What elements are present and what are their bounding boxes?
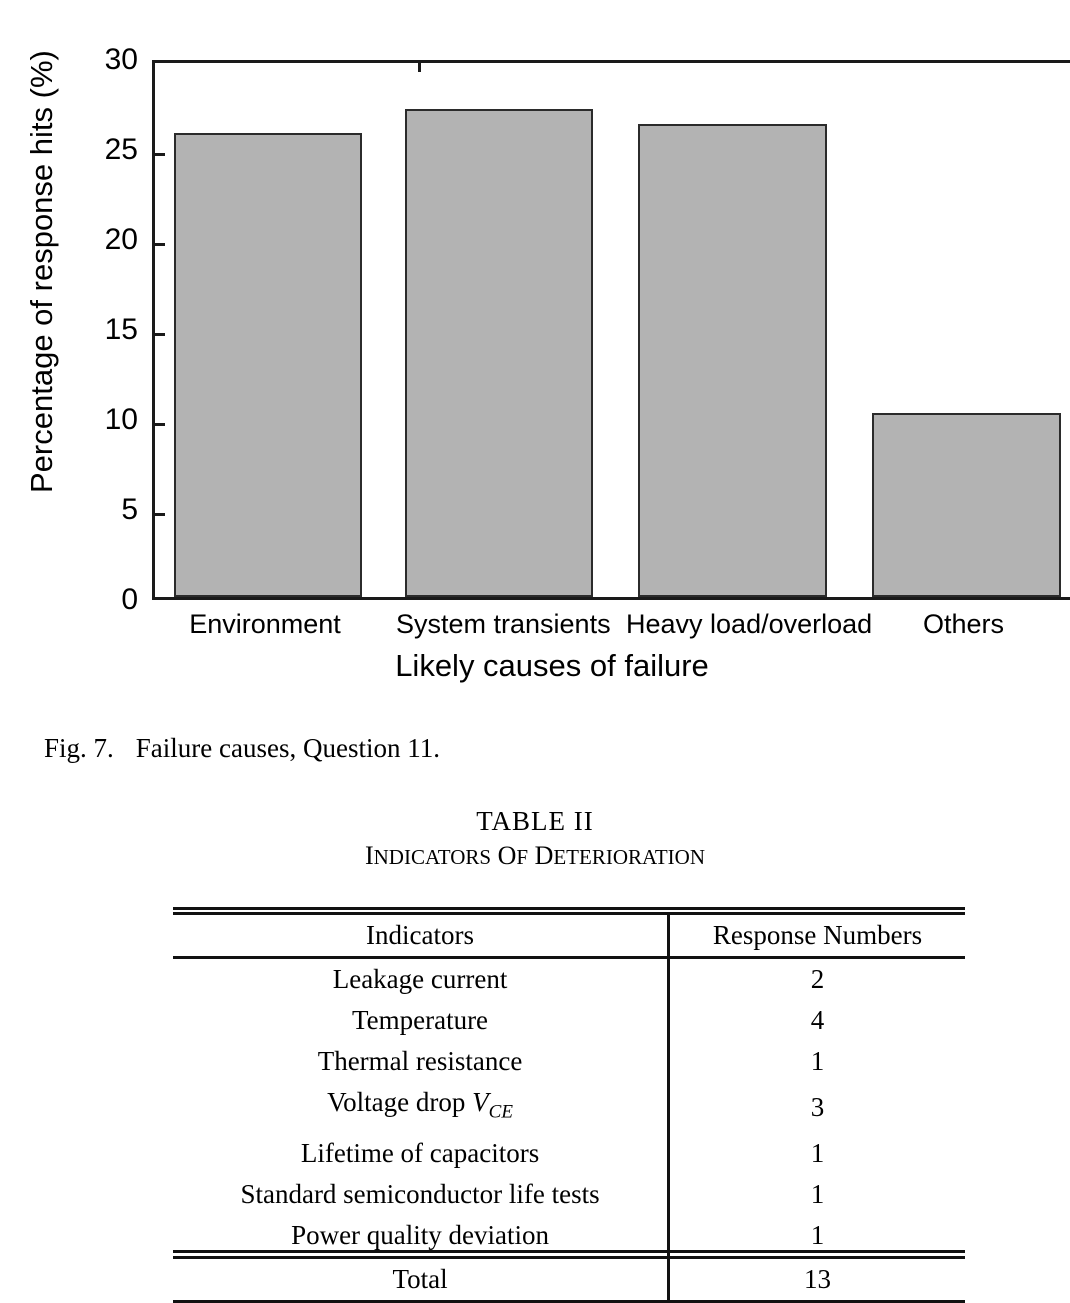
y-tick-label-15: 15 xyxy=(104,313,138,346)
table-row xyxy=(173,1000,965,1041)
caption-o: O xyxy=(497,841,517,870)
cell-indicator-text: Voltage drop xyxy=(327,1087,473,1117)
y-tick-10 xyxy=(155,423,165,426)
y-tick-20 xyxy=(155,243,165,246)
caption-eterioration: ETERIORATION xyxy=(553,845,706,869)
cell-count: 1 xyxy=(669,1041,965,1082)
symbol-ce-subscript: CE xyxy=(488,1101,513,1123)
y-axis-title: Percentage of response hits (%) xyxy=(24,50,59,493)
table-row xyxy=(173,1133,965,1174)
indicators-table xyxy=(173,912,965,1303)
x-category-label-environment: Environment xyxy=(189,609,341,639)
indicators-table-wrapper xyxy=(173,912,965,1303)
cell-count: 1 xyxy=(669,1215,965,1258)
y-tick-label-5: 5 xyxy=(121,493,138,526)
y-tick-label-25: 25 xyxy=(104,133,138,166)
cell-count: 3 xyxy=(669,1082,965,1133)
column-header-response-numbers: Response Numbers xyxy=(669,914,965,958)
symbol-v: V xyxy=(472,1087,489,1117)
y-tick-label-20: 20 xyxy=(104,223,138,256)
x-tick-top xyxy=(418,63,421,72)
y-tick-label-10: 10 xyxy=(104,403,138,436)
table-row xyxy=(173,1041,965,1082)
column-header-indicators: Indicators xyxy=(173,914,669,958)
table-label: TABLE II xyxy=(476,806,594,836)
cell-count: 1 xyxy=(669,1133,965,1174)
cell-indicator: Thermal resistance xyxy=(317,1046,523,1076)
x-category-label-others: Others xyxy=(922,609,1005,639)
bar-environment xyxy=(174,133,362,597)
table-row xyxy=(173,1174,965,1215)
cell-indicator: Temperature xyxy=(352,1005,489,1035)
figure-caption xyxy=(44,732,440,764)
caption-d: D xyxy=(534,841,554,870)
y-tick-5 xyxy=(155,513,165,516)
y-tick-label-0: 0 xyxy=(121,583,138,616)
cell-total-label: Total xyxy=(173,1258,669,1302)
caption-indicators: NDICATORS xyxy=(373,845,492,869)
x-axis-title: Likely causes of failure xyxy=(395,648,709,683)
table-row xyxy=(173,1082,965,1133)
caption-f: F xyxy=(516,845,529,869)
table-top-rule xyxy=(173,907,965,910)
table-header-row xyxy=(173,914,965,958)
figure-caption-text: Failure causes, Question 11. xyxy=(135,733,440,763)
cell-count: 4 xyxy=(669,1000,965,1041)
cell-total-value: 13 xyxy=(669,1258,965,1302)
table-caption xyxy=(0,840,1070,873)
cell-count: 1 xyxy=(669,1174,965,1215)
plot-area xyxy=(152,60,1070,600)
cell-indicator: Power quality deviation xyxy=(291,1220,550,1251)
figure-number: Fig. 7. xyxy=(44,733,114,763)
cell-indicator-voltage-drop xyxy=(173,1082,669,1133)
x-category-label-heavy-load: Heavy load/overload xyxy=(626,609,873,639)
cell-count: 2 xyxy=(669,958,965,1001)
caption-i: I xyxy=(364,841,374,870)
bar-heavy-load-overload xyxy=(638,124,827,597)
table-total-double-rule xyxy=(173,1250,965,1253)
y-tick-label-30: 30 xyxy=(104,43,138,76)
y-tick-25 xyxy=(155,153,165,156)
bar-system-transients xyxy=(405,109,593,597)
cell-indicator: Leakage current xyxy=(332,964,508,994)
cell-indicator: Lifetime of capacitors xyxy=(300,1138,540,1169)
y-tick-15 xyxy=(155,333,165,336)
bar-others xyxy=(872,413,1061,597)
x-category-label-system-transients: System transients xyxy=(396,609,611,639)
cell-indicator: Standard semiconductor life tests xyxy=(240,1179,600,1210)
symbol-vce xyxy=(472,1087,513,1123)
table-total-row xyxy=(173,1258,965,1302)
table-row xyxy=(173,958,965,1001)
